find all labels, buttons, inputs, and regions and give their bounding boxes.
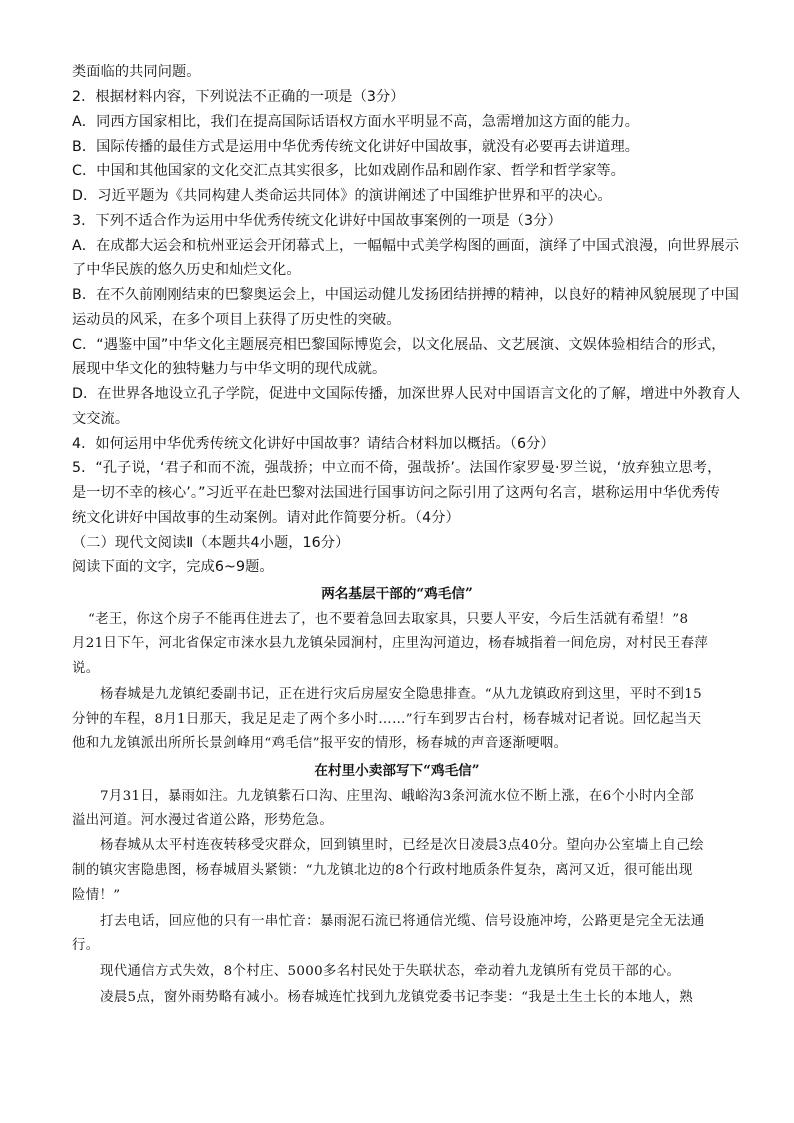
article-paragraph-line: 月21日下午，河北省保定市涞水县九龙镇朵园涧村，庄里沟河道边，杨春城指着一间危房，对村民王春萍 xyxy=(72,636,709,651)
article-subtitle: 在村里小卖部写下“鸡毛信” xyxy=(314,763,480,779)
article-paragraph-line: 分钟的车程，8月1日那天，我足足走了两个多小时……”行车到罗古台村，杨春城对记者说。回忆起当天 xyxy=(72,712,702,727)
question-3-option-a: A．在成都大运会和杭州亚运会开闭幕式上，一幅幅中式美学构图的画面，演绎了中国式浪漫，向世界展示 xyxy=(72,238,740,254)
question-3-option-b: B．在不久前刚刚结束的巴黎奥运会上，中国运动健儿发扬团结拼搏的精神，以良好的精神风貌展现了中国 xyxy=(72,287,740,303)
question-2-option-c: C．中国和其他国家的文化交汇点其实很多，比如戏剧作品和剧作家、哲学和哲学家等。 xyxy=(72,163,625,179)
article-paragraph-line: 7月31日，暴雨如注。九龙镇紫石口沟、庄里沟、峨峪沟3条河流水位不断上涨，在6个小时内全部 xyxy=(100,789,694,804)
article-paragraph-line: 杨春城从太平村连夜转移受灾群众，回到镇里时，已经是次日凌晨3点40分。望向办公室墙上自己绘 xyxy=(100,838,704,853)
article-paragraph-line: 说。 xyxy=(72,661,100,676)
question-5: 5．“孔子说，‘君子和而不流，强哉挢；中立而不倚，强哉挢’。法国作家罗曼·罗兰说，‘放弃独立思考， xyxy=(72,460,722,476)
article-paragraph-line: 行。 xyxy=(72,938,100,953)
article-paragraph-line: 制的镇灾害隐患图，杨春城眉头紧锁：“九龙镇北边的8个行政村地质条件复杂，离河又近，很可能出现 xyxy=(72,863,693,878)
article-paragraph-line: 溢出河道。河水漫过省道公路，形势危急。 xyxy=(72,813,334,828)
question-3-option-d-cont: 文交流。 xyxy=(72,411,130,427)
article-paragraph-line: 杨春城是九龙镇纪委副书记，正在进行灾后房屋安全隐患排查。“从九龙镇政府到这里，平时不到15 xyxy=(100,687,703,702)
article-paragraph-line: 险情！” xyxy=(72,888,121,903)
question-4: 4．如何运用中华优秀传统文化讲好中国故事？请结合材料加以概括。（6分） xyxy=(72,436,555,452)
article-paragraph-line: 他和九龙镇派出所所长景剑峰用“鸡毛信”报平安的情形，杨春城的声音逐渐哽咽。 xyxy=(72,736,568,751)
question-2-stem: 2．根据材料内容，下列说法不正确的一项是（3分） xyxy=(72,89,405,105)
question-2-option-d: D．习近平题为《共同构建人类命运共同体》的演讲阐述了中国维护世界和平的决心。 xyxy=(72,188,612,204)
question-2-option-a: A．同西方国家相比，我们在提高国际话语权方面水平明显不高，急需增加这方面的能力。 xyxy=(72,114,640,130)
question-3-option-b-cont: 运动员的风采，在多个项目上获得了历史性的突破。 xyxy=(72,312,401,328)
article-title: 两名基层干部的“鸡毛信” xyxy=(321,586,473,602)
article-paragraph-line: 打去电话，回应他的只有一串忙音：暴雨泥石流已将通信光缆、信号设施冲垮，公路更是完全无法通 xyxy=(100,914,705,929)
reading-instruction: 阅读下面的文字，完成6~9题。 xyxy=(72,559,274,575)
article-paragraph-line: 凌晨5点，窗外雨势略有减小。杨春城连忙找到九龙镇党委书记李斐：“我是土生土长的本地人，熟 xyxy=(100,990,694,1005)
article-paragraph-line: 现代通信方式失效，8个村庄、5000多名村民处于失联状态，牵动着九龙镇所有党员干部的心。 xyxy=(100,964,681,979)
text-line: 类面临的共同问题。 xyxy=(72,64,201,80)
article-paragraph-line: “老王，你这个房子不能再住进去了，也不要着急回去取家具，只要人平安，今后生活就有希望！”8 xyxy=(88,612,689,627)
question-3-option-c: C．“遇鉴中国”中华文化主题展亮相巴黎国际博览会，以文化展品、文艺展演、文娱体验相结合的形式， xyxy=(72,337,726,353)
question-3-stem: 3．下列不适合作为运用中华优秀传统文化讲好中国故事案例的一项是（3分） xyxy=(72,213,562,229)
question-2-option-b: B．国际传播的最佳方式是运用中华优秀传统文化讲好中国故事，就没有必要再去讲道理。 xyxy=(72,139,640,155)
section-heading: （二）现代文阅读Ⅱ（本题共4小题，16分） xyxy=(72,535,350,551)
question-3-option-c-cont: 展现中华文化的独特魅力与中华文明的现代成就。 xyxy=(72,361,387,377)
question-5-cont-2: 统文化讲好中国故事的生动案例。请对此作简要分析。（4分） xyxy=(72,510,460,526)
question-3-option-a-cont: 了中华民族的悠久历史和灿烂文化。 xyxy=(72,262,301,278)
question-5-cont-1: 是一切不幸的核心’。”习近平在赴巴黎对法国进行国事访问之际引用了这两句名言，堪称运用中华优秀传 xyxy=(72,485,720,501)
question-3-option-d: D．在世界各地设立孔子学院，促进中文国际传播，加深世界人民对中国语言文化的了解，增进中外教育人 xyxy=(72,386,741,402)
